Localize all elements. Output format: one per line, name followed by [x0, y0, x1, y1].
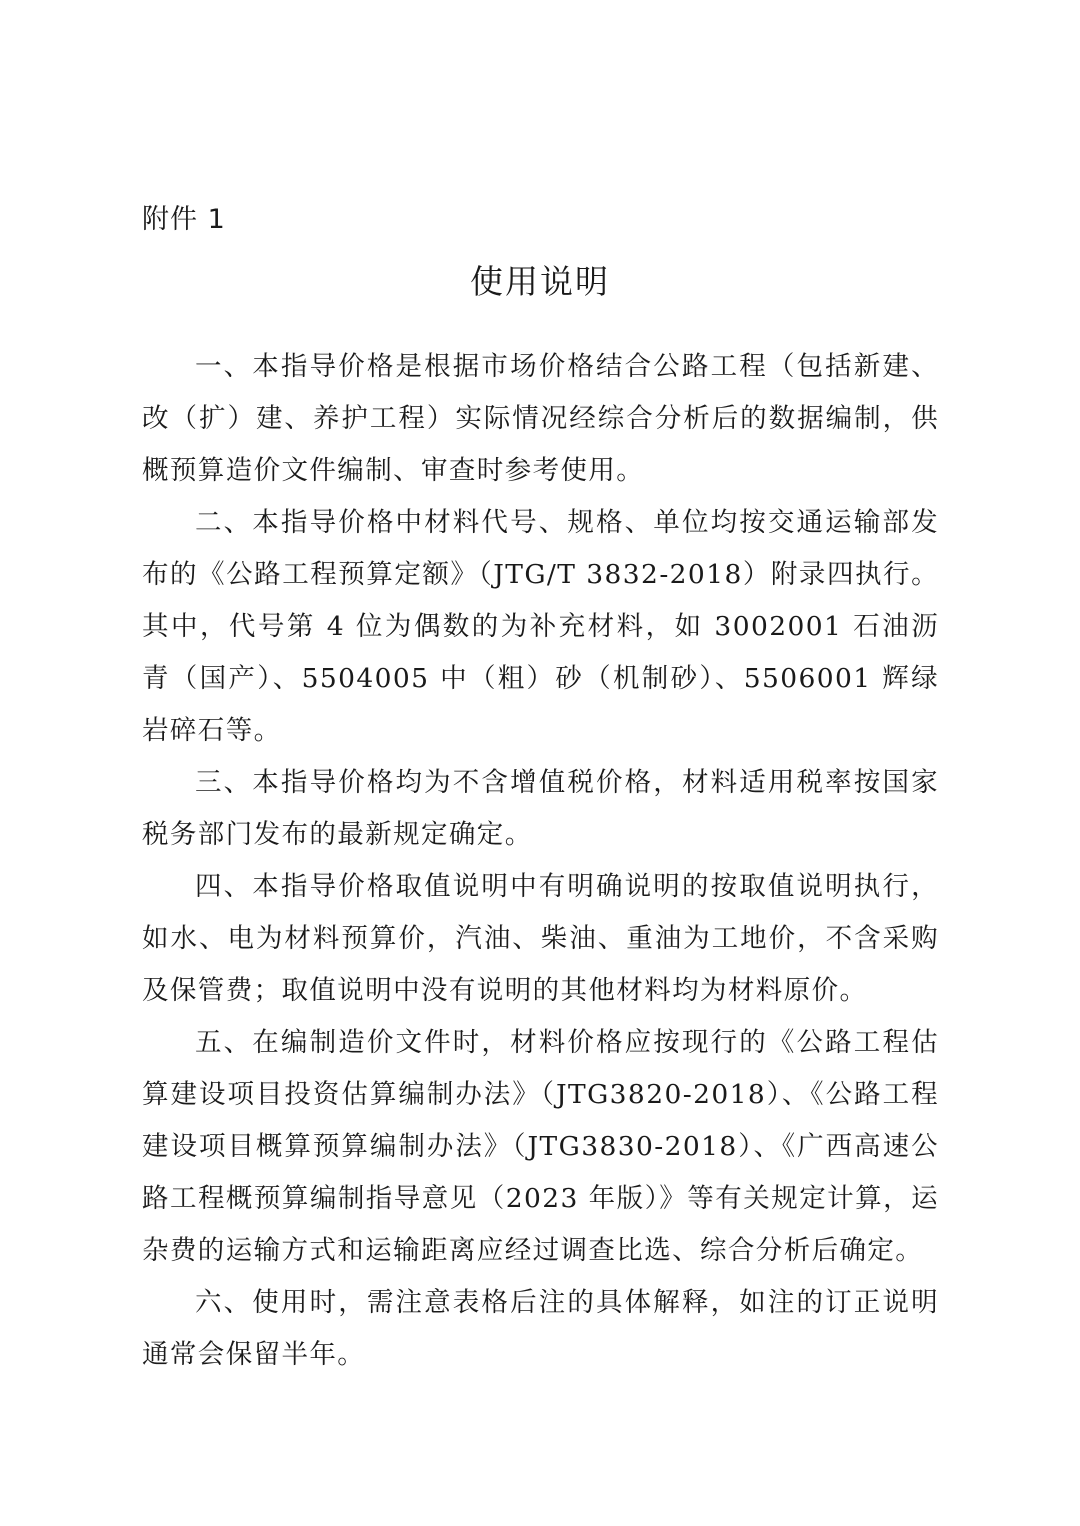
attachment-label: 附件 1: [142, 204, 226, 235]
paragraph-5: 五、在编制造价文件时，材料价格应按现行的《公路工程估算建设项目投资估算编制办法》（JTG3820-2018）、《公路工程建设项目概算预算编制办法》（JTG3830-2018）、《广西高速公路工程概预算编制指导意见（2023 年版）》等有关规定计算，运杂费的运输方式和运输距离应经过调查比选、综合分析后确定。: [142, 1027, 939, 1266]
paragraph-3: 三、本指导价格均为不含增值税价格，材料适用税率按国家税务部门发布的最新规定确定。: [142, 767, 939, 850]
page-title: 使用说明: [470, 262, 610, 301]
paragraph-4: 四、本指导价格取值说明中有明确说明的按取值说明执行，如水、电为材料预算价，汽油、柴油、重油为工地价，不含采购及保管费；取值说明中没有说明的其他材料均为材料原价。: [142, 871, 939, 1006]
document-body: [142, 341, 939, 1381]
paragraph-1: 一、本指导价格是根据市场价格结合公路工程（包括新建、改（扩）建、养护工程）实际情况经综合分析后的数据编制，供概预算造价文件编制、审查时参考使用。: [142, 351, 939, 486]
paragraph-2: 二、本指导价格中材料代号、规格、单位均按交通运输部发布的《公路工程预算定额》（JTG/T 3832-2018）附录四执行。其中，代号第 4 位为偶数的为补充材料，如 3002001 石油沥青（国产）、5504005 中（粗）砂（机制砂）、5506001 辉绿岩碎石等。: [142, 507, 939, 746]
paragraph-6: 六、使用时，需注意表格后注的具体解释，如注的订正说明通常会保留半年。: [142, 1287, 939, 1370]
